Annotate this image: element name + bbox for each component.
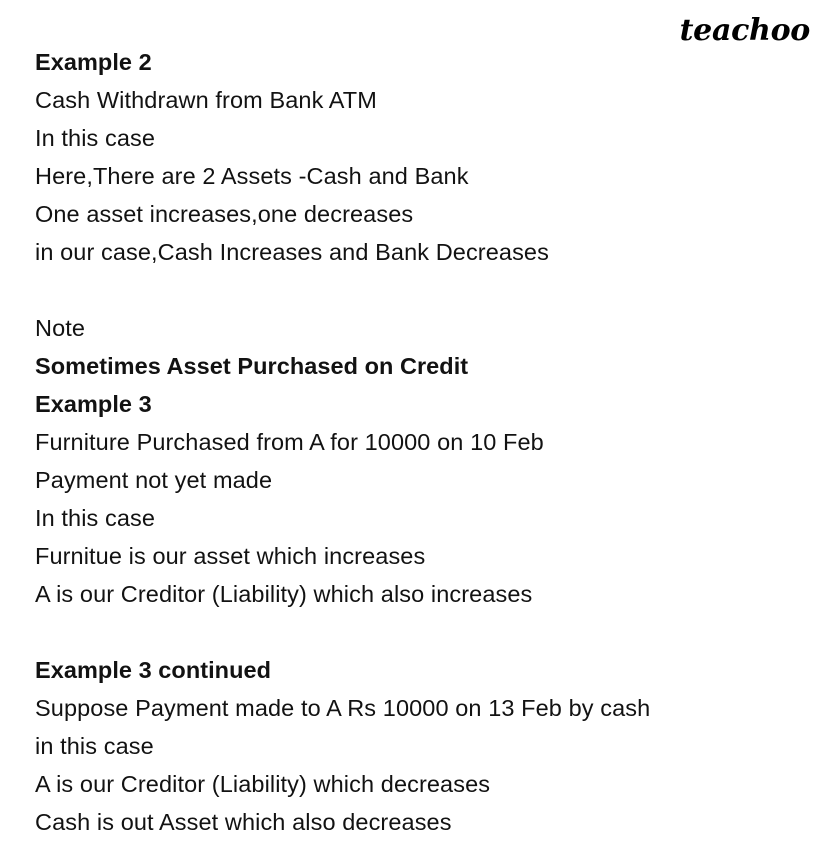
heading-line: Sometimes Asset Purchased on Credit (35, 353, 469, 379)
text-line: Suppose Payment made to A Rs 10000 on 13 Feb by cash (35, 695, 651, 721)
text-line: In this case (35, 125, 156, 151)
text-line: One asset increases,one decreases (35, 201, 414, 227)
text-line: in our case,Cash Increases and Bank Decreases (35, 239, 549, 265)
text-line: In this case (35, 505, 156, 531)
text-line: Payment not yet made (35, 467, 273, 493)
blank-line (35, 271, 785, 309)
text-line: A is our Creditor (Liability) which decreases (35, 771, 491, 797)
heading-line: Example 3 (35, 391, 152, 417)
lesson-notes-body (35, 43, 785, 841)
text-line: Cash Withdrawn from Bank ATM (35, 87, 377, 113)
text-line: A is our Creditor (Liability) which also increases (35, 581, 533, 607)
text-line: Furniture Purchased from A for 10000 on 10 Feb (35, 429, 544, 455)
text-line: Cash is out Asset which also decreases (35, 809, 452, 835)
teachoo-logo: teachoo (679, 13, 810, 48)
text-line: in this case (35, 733, 154, 759)
heading-line: Example 3 continued (35, 657, 272, 683)
text-line: Here,There are 2 Assets -Cash and Bank (35, 163, 469, 189)
text-line: Note (35, 315, 86, 341)
blank-line (35, 613, 785, 651)
text-line: Furnitue is our asset which increases (35, 543, 426, 569)
heading-line: Example 2 (35, 49, 152, 75)
